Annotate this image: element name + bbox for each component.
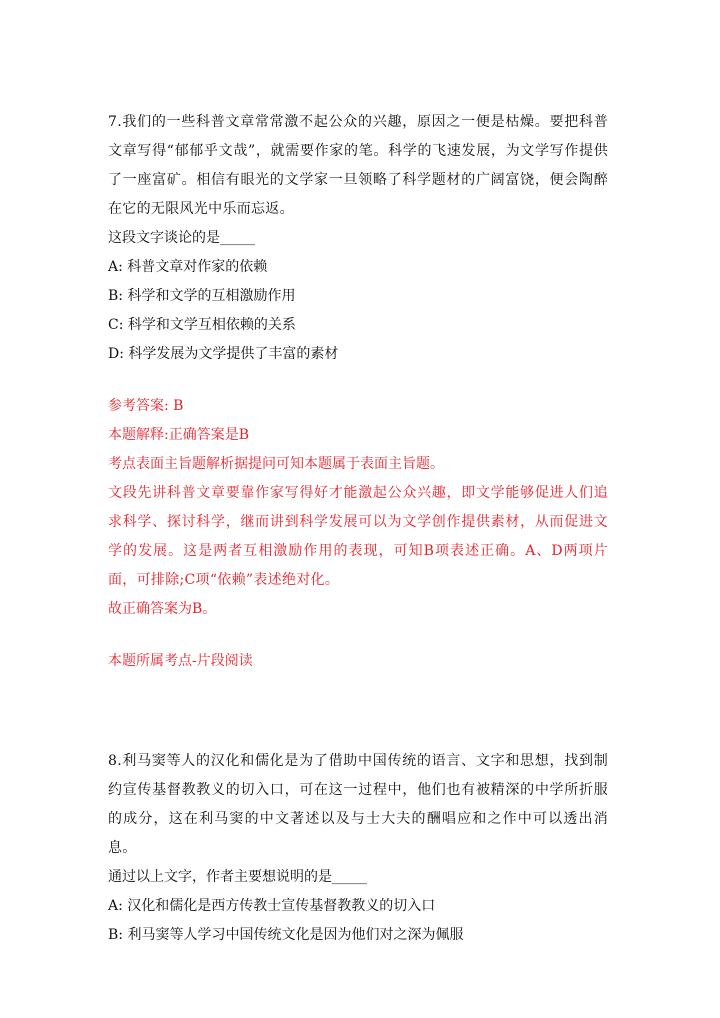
question-7-stem: 7.我们的一些科普文章常常激不起公众的兴趣，原因之一便是枯燥。要把科普文章写得“郁郁乎文哉”，就需要作家的笔。科学的飞速发展，为文学写作提供了一座富矿。相信有眼光的文学家一旦领略了科学题材的广阔富饶，便会陶醉在它的无限风光中乐而忘返。 [108, 114, 608, 217]
page-content [108, 108, 608, 950]
explanation-conclusion: 故正确答案为B。 [108, 601, 217, 617]
spacer [108, 369, 608, 392]
question-7-option-b: B: 科学和文学的互相激励作用 [108, 288, 296, 304]
question-8-stem: 8.利马窦等人的汉化和儒化是为了借助中国传统的语言、文字和思想，找到制约宣传基督教教义的切入口，可在这一过程中，他们也有被精深的中学所折服的成分，这在利马窦的中文著述以及与士大夫的酬唱应和之作中可以透出消息。 [108, 753, 608, 856]
question-8 [108, 747, 608, 950]
explanation-body: 文段先讲科普文章要靠作家写得好才能激起公众兴趣，即文学能够促进人们追求科学、探讨科学，继而讲到科学发展可以为文学创作提供素材，从而促进文学的发展。这是两者互相激励作用的表现，可知B项表述正确。A、D两项片面，可排除;C项“依赖”表述绝对化。 [108, 485, 608, 588]
spacer [108, 676, 608, 747]
answer-label: 参考答案: B [108, 398, 184, 414]
explanation-point: 考点表面主旨题解析据提问可知本题属于表面主旨题。 [108, 456, 444, 472]
question-category: 本题所属考点-片段阅读 [108, 653, 253, 669]
question-8-option-b: B: 利马窦等人学习中国传统文化是因为他们对之深为佩服 [108, 927, 464, 943]
question-7-prompt: 这段文字谈论的是_____ [108, 230, 255, 246]
question-7-option-a: A: 科普文章对作家的依赖 [108, 259, 268, 275]
explanation-title: 本题解释:正确答案是B [108, 427, 250, 443]
question-8-prompt: 通过以上文字，作者主要想说明的是_____ [108, 869, 367, 885]
question-7-option-d: D: 科学发展为文学提供了丰富的素材 [108, 346, 339, 362]
question-7-option-c: C: 科学和文学互相依赖的关系 [108, 317, 296, 333]
spacer [108, 624, 608, 647]
question-7-answer-block [108, 392, 608, 624]
question-8-option-a: A: 汉化和儒化是西方传教士宣传基督教教义的切入口 [108, 898, 436, 914]
question-7 [108, 108, 608, 369]
